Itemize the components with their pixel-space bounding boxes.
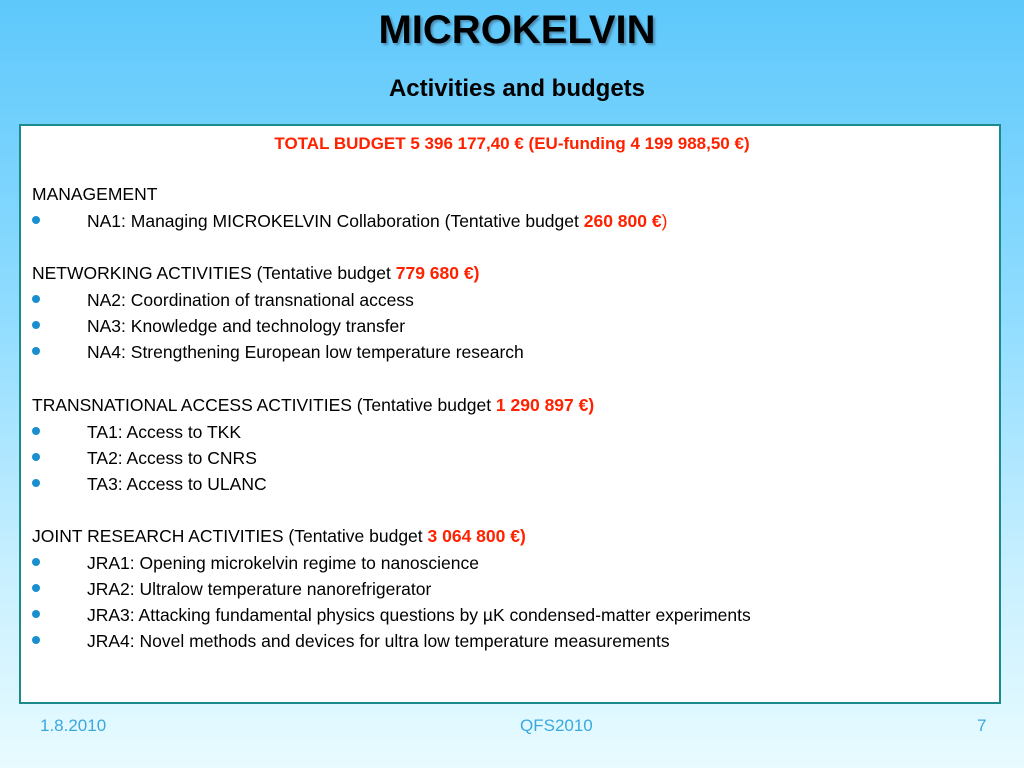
list-item: [32, 474, 267, 495]
slide-title: MICROKELVIN: [378, 8, 656, 52]
list-item: [32, 605, 751, 626]
bullet-dot-icon: [32, 558, 40, 566]
list-item-text: NA1: Managing MICROKELVIN Collaboration (Tentative budget: [87, 211, 584, 231]
section-heading-management: [32, 184, 157, 205]
budget-value: 1 290 897 €): [495, 395, 595, 415]
section-heading-joint-research: [32, 526, 526, 547]
bullet-dot-icon: [32, 584, 40, 592]
total-budget: TOTAL BUDGET 5 396 177,40 € (EU-funding 4 199 988,50 €): [274, 134, 750, 153]
bullet-dot-icon: [32, 479, 40, 487]
slide-subtitle: Activities and budgets: [388, 75, 646, 102]
section-heading-text: TRANSNATIONAL ACCESS ACTIVITIES (Tentative budget: [32, 395, 496, 415]
list-item: [32, 211, 667, 232]
content-box: [19, 124, 1001, 704]
list-item: [32, 316, 405, 337]
list-item-text: NA3: Knowledge and technology transfer: [87, 316, 406, 336]
bullet-dot-icon: [32, 321, 40, 329]
list-item-text: JRA3: Attacking fundamental physics questions by µK condensed-matter experiments: [87, 605, 751, 625]
page-number: 7: [977, 716, 987, 735]
list-item: [32, 290, 414, 311]
list-item: [32, 448, 257, 469]
bullet-dot-icon: [32, 427, 40, 435]
list-item-text: TA2: Access to CNRS: [87, 448, 257, 468]
list-item-text: TA3: Access to ULANC: [87, 474, 267, 494]
budget-value: 260 800 €: [583, 211, 662, 231]
bullet-dot-icon: [32, 636, 40, 644]
list-item-text: TA1: Access to TKK: [87, 422, 241, 442]
bullet-dot-icon: [32, 347, 40, 355]
budget-value: 779 680 €): [395, 263, 480, 283]
list-item: [32, 579, 431, 600]
section-heading-text: NETWORKING ACTIVITIES (Tentative budget: [32, 263, 396, 283]
bullet-dot-icon: [32, 295, 40, 303]
bullet-dot-icon: [32, 453, 40, 461]
bullet-dot-icon: [32, 610, 40, 618]
footer-event: QFS2010: [520, 716, 593, 735]
section-heading-text: JOINT RESEARCH ACTIVITIES (Tentative budget: [32, 526, 428, 546]
list-item: [32, 422, 241, 443]
list-item: [32, 553, 479, 574]
section-heading-transnational: [32, 395, 594, 416]
list-item: [32, 631, 670, 652]
budget-suffix: ): [661, 211, 668, 231]
list-item-text: JRA4: Novel methods and devices for ultra low temperature measurements: [87, 631, 670, 651]
section-heading-networking: [32, 263, 479, 284]
list-item-text: NA4: Strengthening European low temperature research: [87, 342, 524, 362]
list-item: [32, 342, 524, 363]
list-item-text: JRA2: Ultralow temperature nanorefrigerator: [87, 579, 432, 599]
list-item-text: JRA1: Opening microkelvin regime to nanoscience: [87, 553, 479, 573]
footer-date: 1.8.2010: [40, 716, 107, 735]
list-item-text: NA2: Coordination of transnational access: [87, 290, 414, 310]
section-heading-text: MANAGEMENT: [32, 184, 158, 204]
bullet-dot-icon: [32, 216, 40, 224]
budget-value: 3 064 800 €): [427, 526, 526, 546]
